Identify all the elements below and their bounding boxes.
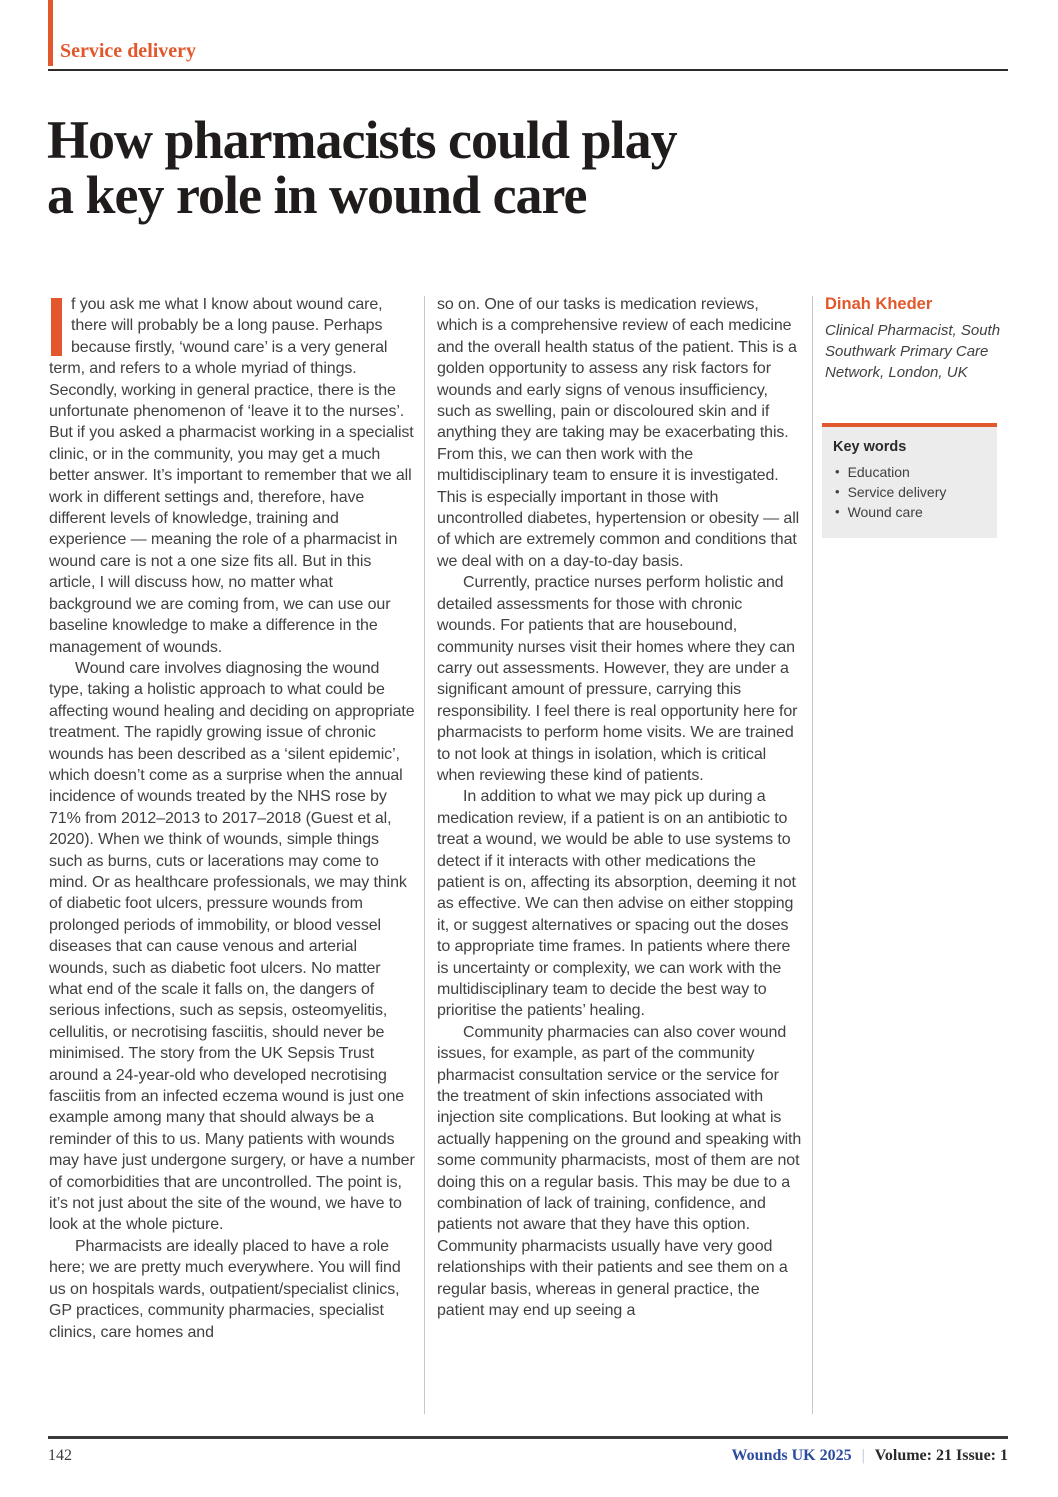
body-column-1 xyxy=(49,294,415,1343)
column-divider-2 xyxy=(812,296,813,1414)
paragraph-1-text: f you ask me what I know about wound care, there will probably be a long pause. Perhaps because firstly, ‘wound care’ is a very general term, and refers to a whole myriad of things. Secondly, working in general practice, there is the unfortunate phenomenon of ‘leave it to the nurses’. But if you asked a pharmacist working in a specialist clinic, or in the community, you may get a much better answer. It’s important to remember that we all work in different settings and, therefore, have different levels of knowledge, training and experience — meaning the role of a pharmacist in wound care is not a one size fits all. But in this article, I will discuss how, no matter what background we are coming from, we can use our baseline knowledge to make a difference in the management of wounds. xyxy=(49,296,414,656)
author-affiliation: Clinical Pharmacist, South Southwark Primary Care Network, London, UK xyxy=(825,322,1001,381)
footer-divider: | xyxy=(861,1447,865,1464)
keyword-label: Education xyxy=(847,464,910,480)
paragraph-3: Pharmacists are ideally placed to have a role here; we are pretty much everywhere. You will find us on hospitals wards, outpatient/specialist clinics, GP practices, community pharmacies, specialist clinics, care homes and xyxy=(49,1237,401,1341)
bullet-icon: • xyxy=(835,464,840,479)
bullet-icon: • xyxy=(835,484,840,499)
category-label: Service delivery xyxy=(60,40,197,62)
keywords-box xyxy=(822,423,997,538)
paragraph-2: Wound care involves diagnosing the wound type, taking a holistic approach to what could be affecting wound healing and deciding on appropriate treatment. The rapidly growing issue of chronic wounds has been described as a ‘silent epidemic’, which doesn’t come as a surprise when the annual incidence of wounds treated by the NHS rose by 71% from 2012–2013 to 2017–2018 (Guest et al, 2020). When we think of wounds, simple things such as burns, cuts or lacerations may come to mind. Or as healthcare professionals, we may think of diabetic foot ulcers, pressure wounds from prolonged periods of immobility, or blood vessel diseases that can cause venous and arterial wounds, such as diabetic foot ulcers. No matter what end of the scale it falls on, the dangers of serious infections, such as sepsis, osteomyelitis, cellulitis, or necrotising fasciitis, should never be minimised. The story from the UK Sepsis Trust around a 24-year-old who developed necrotising fasciitis from an infected eczema wound is just one example among many that should always be a reminder of this to us. Many patients with wounds may have just undergone surgery, or have a number of comorbidities that are uncontrolled. The point is, it’s not just about the site of the wound, we have to look at the whole picture. xyxy=(49,659,415,1234)
drop-cap xyxy=(51,298,62,356)
sidebar xyxy=(825,295,1008,383)
footer-rule xyxy=(48,1436,1008,1439)
page-number: 142 xyxy=(48,1447,72,1464)
article-title xyxy=(47,110,947,225)
paragraph-7: Community pharmacies can also cover wound issues, for example, as part of the community pharmacist consultation service or the service for the treatment of skin infections associated with injection site complications. But looking at what is actually happening on the ground and speaking with some community pharmacists, most of them are not doing this on a regular basis. This may be due to a combination of lack of training, confidence, and patients not aware that they have this option. Community pharmacists usually have very good relationships with their patients and see them on a regular basis, whereas in general practice, the patient may end up seeing a xyxy=(437,1023,802,1320)
column-divider-1 xyxy=(424,296,425,1414)
category-accent-bar xyxy=(48,0,53,66)
volume-issue: Volume: 21 Issue: 1 xyxy=(874,1447,1008,1464)
title-line-2: a key role in wound care xyxy=(47,165,587,225)
paragraph-1 xyxy=(49,294,415,658)
header-rule xyxy=(48,69,1008,71)
keywords-list xyxy=(833,462,989,522)
keyword-item xyxy=(833,482,989,502)
keyword-label: Service delivery xyxy=(847,484,947,500)
paragraph-4: so on. One of our tasks is medication reviews, which is a comprehensive review of each medicine and the overall health status of the patient. This is a golden opportunity to assess any risk factors for wounds and early signs of venous insufficiency, such as swelling, pain or discoloured skin and if anything they are taking may be exacerbating this. From this, we can then work with the multidisciplinary team to ensure it is investigated. This is especially important in those with uncontrolled diabetes, hypertension or obesity — all of which are extremely common and conditions that we deal with on a day-to-day basis. xyxy=(437,296,800,570)
paragraph-6: In addition to what we may pick up during a medication review, if a patient is on an antibiotic to treat a wound, we would be able to use systems to detect if it interacts with other medications the patient is on, affecting its absorption, deeming it not as effective. We can then advise on either stopping it, or suggest alternatives or spacing out the doses to appropriate time frames. In patients where there is uncertainty or complexity, we can work with the multidisciplinary team to decide the best way to prioritise the patients’ healing. xyxy=(437,788,796,1020)
keywords-heading: Key words xyxy=(833,439,907,455)
keyword-label: Wound care xyxy=(847,504,923,520)
author-name: Dinah Kheder xyxy=(825,295,933,313)
title-line-1: How pharmacists could play xyxy=(47,110,677,170)
keyword-item xyxy=(833,462,989,482)
paragraph-5: Currently, practice nurses perform holistic and detailed assessments for those with chronic wounds. For patients that are housebound, community nurses visit their homes where they can carry out assessments. However, they are under a significant amount of pressure, carrying this responsibility. I feel there is real opportunity here for pharmacists to perform home visits. We are trained to not look at things in isolation, which is critical when reviewing these kind of patients. xyxy=(437,574,798,784)
footer-journal-info xyxy=(732,1447,1008,1465)
bullet-icon: • xyxy=(835,504,840,519)
body-column-2 xyxy=(437,294,803,1322)
keyword-item xyxy=(833,502,989,522)
journal-name: Wounds UK 2025 xyxy=(731,1447,852,1464)
